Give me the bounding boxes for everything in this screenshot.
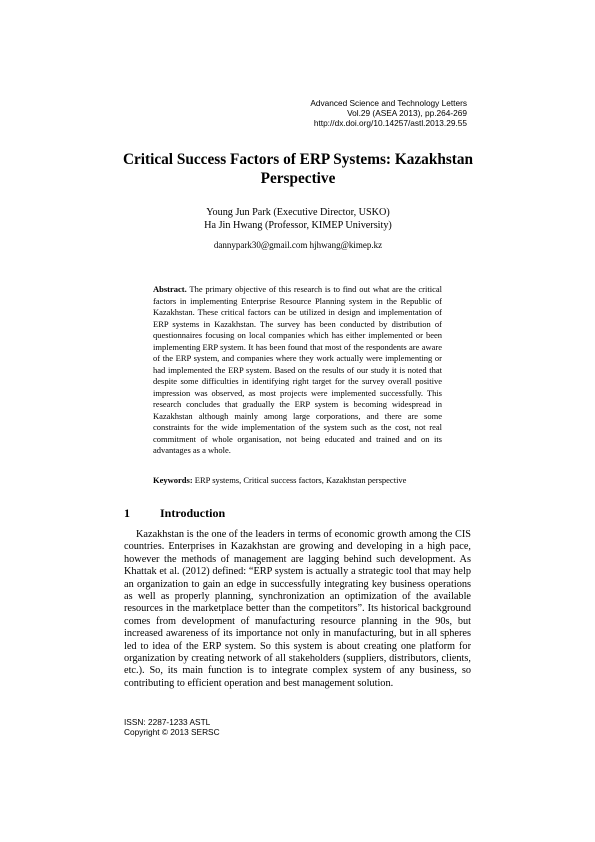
issn: ISSN: 2287-1233 ASTL xyxy=(124,717,211,727)
abstract-label: Abstract. xyxy=(153,284,187,294)
author-1: Young Jun Park (Executive Director, USKO) xyxy=(206,207,390,218)
section-number: 1 xyxy=(124,506,130,520)
page-footer xyxy=(124,717,220,737)
journal-header xyxy=(147,98,467,128)
copyright: Copyright © 2013 SERSC xyxy=(124,727,220,737)
introduction-paragraph: Kazakhstan is the one of the leaders in terms of economic growth among the CIS countries. Enterprises in Kazakhstan are growing and developing in a high pace, however the methods of management are lagging behind such development. As Khattak et al. (2012) defined: “ERP system is actually a strategic tool that may help an organization to gain an edge in successfully integrating key business operations as well as properly planning, synchronization an optimization of the available resources in the marketplace better than the competitors”. Its historical background comes from development of manufacturing resource planning in the 90s, but increased awareness of its importance not only in manufacturing, but in all spheres led to idea of the ERP system. So this system is about creating one platform for organization by creating network of all stakeholders (suppliers, distributors, clients, etc.). So, its main function is to integrate complex system of any business, so contributing to efficient operation and best management solution. xyxy=(124,529,471,689)
section-heading xyxy=(124,506,225,520)
journal-volume: Vol.29 (ASEA 2013), pp.264-269 xyxy=(347,108,467,118)
author-2: Ha Jin Hwang (Professor, KIMEP University) xyxy=(204,219,392,231)
section-title: Introduction xyxy=(160,506,226,520)
keywords xyxy=(153,475,453,486)
doi-link[interactable]: http://dx.doi.org/10.14257/astl.2013.29.55 xyxy=(313,118,467,128)
paper-title: Critical Success Factors of ERP Systems: Kazakhstan Perspective xyxy=(122,151,474,187)
author-emails: dannypark30@gmail.com hjhwang@kimep.kz xyxy=(213,240,383,250)
keywords-text: ERP systems, Critical success factors, Kazakhstan perspective xyxy=(194,475,407,485)
abstract-text: The primary objective of this research is to find out what are the critical factors in implementing Enterprise Resource Planning system in the Republic of Kazakhstan. These critical factors can be utilized in design and implementation of ERP systems in Kazakhstan. The survey has been conducted by distribution of questionnaires focusing on local companies which has either implemented or been implementing ERP system. It has been found that most of the respondents are aware of the ERP system, and companies where they work actually were implementing or had implemented the ERP system. Based on the results of our study it is noted that despite some difficulties in identifying right target for the survey overall positive impression was observed, as most projects were implemented successfully. This research concludes that gradually the ERP system is becoming widespread in Kazakhstan although mainly among large corporations, and there are some constraints for the wide implementation of the system such as the cost, not real commitment of whole organisation, not being educated and trained and on its advantages as a whole. xyxy=(153,284,442,455)
author-list xyxy=(118,207,478,232)
keywords-label: Keywords: xyxy=(153,475,193,485)
journal-name: Advanced Science and Technology Letters xyxy=(310,98,467,108)
abstract xyxy=(153,284,442,457)
